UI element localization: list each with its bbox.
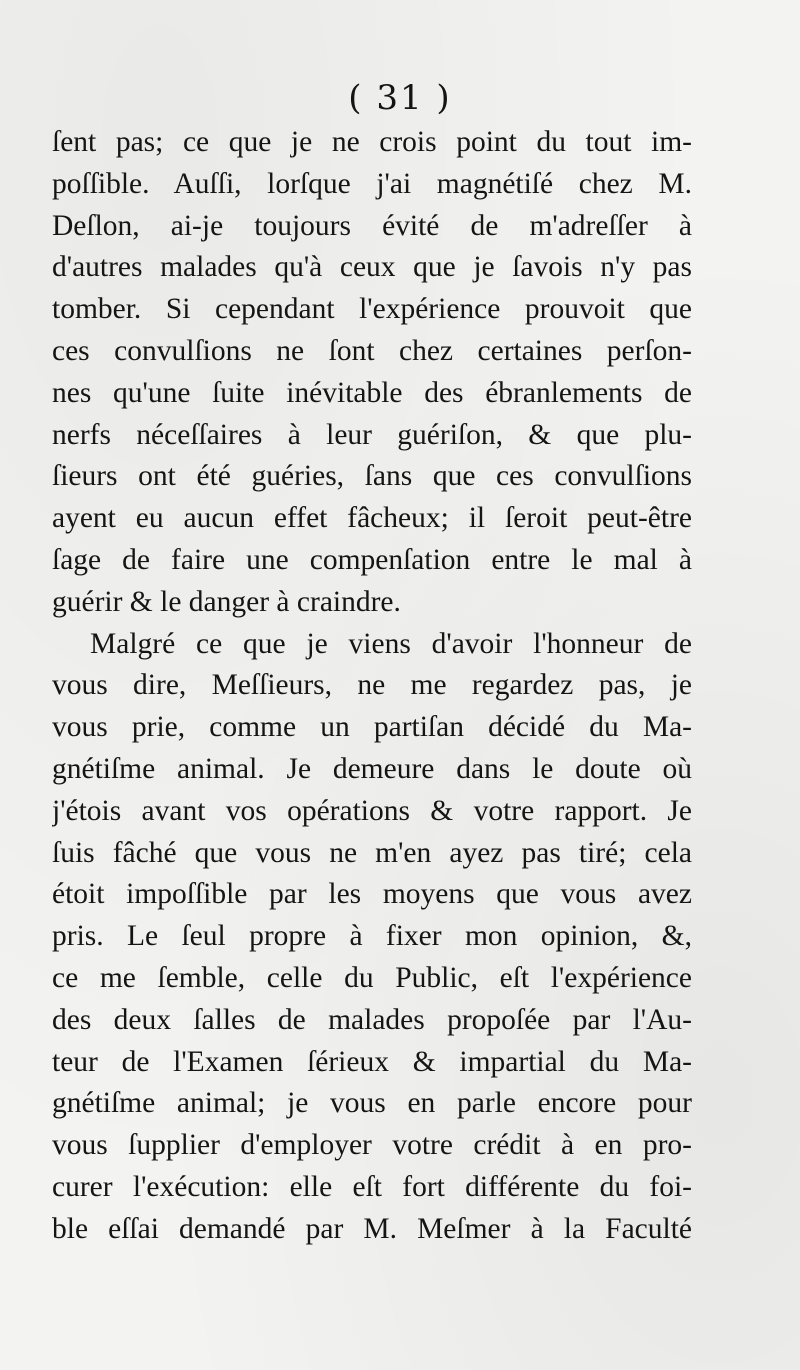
text-line: d'autres malades qu'à ceux que je ſavois n'y pas — [52, 251, 692, 284]
text-line: ſuis fâché que vous ne m'en ayez pas tiré; cela — [52, 836, 692, 869]
text-line: ſage de faire une compenſation entre le mal à — [52, 543, 692, 576]
text-line: ces convulſions ne ſont chez certaines perſon- — [52, 334, 692, 367]
text-line: tomber. Si cependant l'expérience prouvoit que — [52, 293, 692, 326]
text-line: guérir & le danger à craindre. — [52, 585, 401, 618]
text-line: gnétiſme animal. Je demeure dans le doute où — [52, 752, 692, 785]
text-line: teur de l'Examen ſérieux & impartial du Ma- — [52, 1045, 692, 1078]
page-number: ( 31 ) — [348, 78, 452, 118]
text-line: ſieurs ont été guéries, ſans que ces convulſions — [52, 460, 692, 493]
text-line: Malgré ce que je viens d'avoir l'honneur de — [90, 627, 692, 660]
text-line: ayent eu aucun effet fâcheux; il ſeroit peut-être — [52, 502, 692, 535]
text-line: ſent pas; ce que je ne crois point du tout im- — [52, 126, 692, 158]
text-line: nes qu'une ſuite inévitable des ébranlements de — [52, 376, 692, 409]
text-line: pris. Le ſeul propre à fixer mon opinion, &, — [52, 920, 692, 953]
text-line: des deux ſalles de malades propoſée par l'Au- — [52, 1003, 692, 1036]
body-text — [52, 122, 692, 1251]
text-line: Deſlon, ai-je toujours évité de m'adreſſer à — [52, 209, 692, 242]
text-line: nerfs néceſſaires à leur guériſon, & que plu- — [52, 418, 692, 451]
text-line: vous ſupplier d'employer votre crédit à en pro- — [52, 1129, 692, 1162]
text-line: vous prie, comme un partiſan décidé du Ma- — [52, 711, 692, 744]
text-line: ce me ſemble, celle du Public, eſt l'expérience — [52, 961, 692, 994]
text-line: vous dire, Meſſieurs, ne me regardez pas, je — [52, 669, 692, 702]
text-line: gnétiſme animal; je vous en parle encore pour — [52, 1087, 692, 1120]
text-line: ble eſſai demandé par M. Meſmer à la Faculté — [52, 1212, 692, 1245]
text-line: j'étois avant vos opérations & votre rapport. Je — [52, 794, 692, 827]
text-line: curer l'exécution: elle eſt fort différente du foi- — [52, 1170, 692, 1203]
text-line: poſſible. Auſſi, lorſque j'ai magnétiſé chez M. — [52, 167, 692, 200]
text-line: étoit impoſſible par les moyens que vous avez — [52, 878, 692, 911]
